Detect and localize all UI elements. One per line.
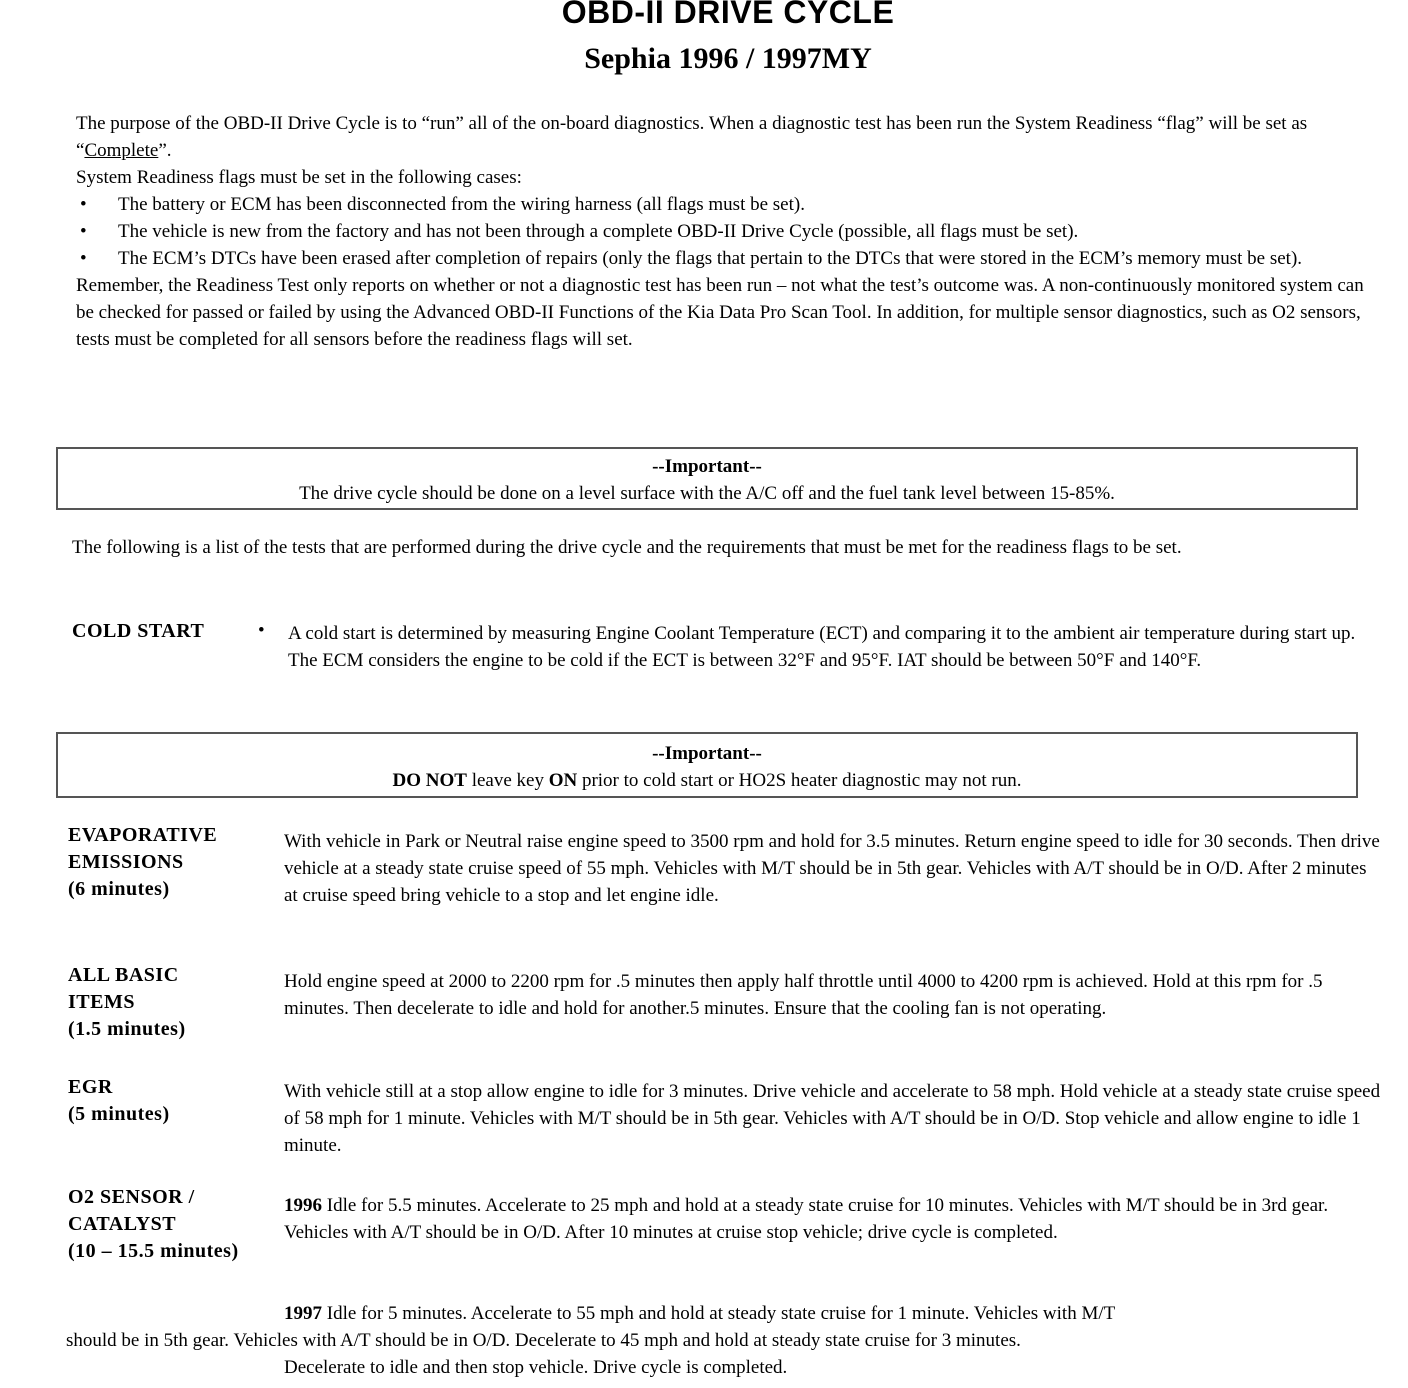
important-heading: --Important-- [652, 743, 762, 764]
important-notice-2 [56, 732, 1358, 798]
page-title: OBD-II DRIVE CYCLE [561, 0, 895, 30]
list-item: • The battery or ECM has been disconnected from the wiring harness (all flags must be set). [76, 191, 1376, 218]
intro-paragraph-1: The purpose of the OBD-II Drive Cycle is to “run” all of the on-board diagnostics. When a diagnostic test has been run the System Readiness “flag” will be set as “Complete”. [76, 113, 1308, 161]
egr-label: EGR (5 minutes) [68, 1076, 170, 1125]
egr-text: With vehicle still at a stop allow engine to idle for 3 minutes. Drive vehicle and accelerate to 58 mph. Hold vehicle at a steady state cruise speed of 58 mph for 1 minute. Vehicles with M/T should be in 5th gear. Vehicles with A/T should be in O/D. Stop vehicle and allow engine to idle 1 minute. [284, 1081, 1381, 1156]
tests-list-intro: The following is a list of the tests that are performed during the drive cycle and the requirements that must be met for the readiness flags to be set. [72, 537, 1182, 558]
list-item: • The vehicle is new from the factory and has not been through a complete OBD-II Drive Cycle (possible, all flags must be set). [76, 218, 1376, 245]
important-text: The drive cycle should be done on a level surface with the A/C off and the fuel tank level between 15-85%. [299, 483, 1115, 504]
basic-items-label: ALL BASIC ITEMS (1.5 minutes) [68, 964, 186, 1040]
cold-start-label: COLD START [72, 620, 205, 642]
important-notice-1 [56, 447, 1358, 510]
bullet-icon: • [80, 194, 87, 215]
evap-label: EVAPORATIVE EMISSIONS (6 minutes) [68, 824, 218, 900]
o2-1997-text: 1997 Idle for 5 minutes. Accelerate to 55 mph and hold at steady state cruise for 1 minute. Vehicles with M/T should be in 5th gear. Vehicles with A/T should be in O/D. Decelerate to 45 mph and hold at steady state cruise for 3 minutes. Decelerate to idle and then stop vehicle. Drive cycle is completed. [66, 1303, 1116, 1378]
list-item: • The ECM’s DTCs have been erased after completion of repairs (only the flags that pertain to the DTCs that were stored in the ECM’s memory must be set). [76, 245, 1376, 272]
complete-underlined: Complete [84, 140, 159, 161]
intro-paragraph-3: Remember, the Readiness Test only reports on whether or not a diagnostic test has been run – not what the test’s outcome was. A non-continuously monitored system can be checked for passed or failed by using the Advanced OBD-II Functions of the Kia Data Pro Scan Tool. In addition, for multiple sensor diagnostics, such as O2 sensors, tests must be completed for all sensors before the readiness flags will set. [76, 275, 1364, 350]
important-heading: --Important-- [652, 456, 762, 477]
important-text: DO NOT leave key ON prior to cold start or HO2S heater diagnostic may not run. [392, 770, 1022, 791]
o2-catalyst-label: O2 SENSOR / CATALYST (10 – 15.5 minutes) [68, 1186, 239, 1262]
bullet-icon: • [80, 221, 87, 242]
bullet-icon: • [80, 248, 87, 269]
evap-text: With vehicle in Park or Neutral raise engine speed to 3500 rpm and hold for 3.5 minutes. Return engine speed to idle for 30 seconds. Then drive vehicle at a steady state cruise speed of 55 mph. Vehicles with M/T should be in 5th gear. Vehicles with A/T should be in O/D. After 2 minutes at cruise speed bring vehicle to a stop and let engine idle. [284, 831, 1380, 906]
cold-start-text: A cold start is determined by measuring Engine Coolant Temperature (ECT) and comparing it to the ambient air temperature during start up. The ECM considers the engine to be cold if the ECT is between 32°F and 95°F. IAT should be between 50°F and 140°F. [288, 623, 1356, 671]
basic-items-text: Hold engine speed at 2000 to 2200 rpm for .5 minutes then apply half throttle until 4000 to 4200 rpm is achieved. Hold at this rpm for .5 minutes. Then decelerate to idle and hold for another.5 minutes. Ensure that the cooling fan is not operating. [284, 971, 1323, 1019]
page-subtitle: Sephia 1996 / 1997MY [584, 42, 872, 75]
intro-paragraph-2: System Readiness flags must be set in the following cases: [76, 167, 522, 188]
intro-section [76, 110, 1376, 353]
bullet-icon: • [258, 620, 265, 641]
o2-1996-text: 1996 Idle for 5.5 minutes. Accelerate to 25 mph and hold at a steady state cruise for 10 minutes. Vehicles with M/T should be in 3rd gear. Vehicles with A/T should be in O/D. After 10 minutes at cruise stop vehicle; drive cycle is completed. [284, 1195, 1329, 1243]
readiness-cases-list [76, 191, 1376, 272]
